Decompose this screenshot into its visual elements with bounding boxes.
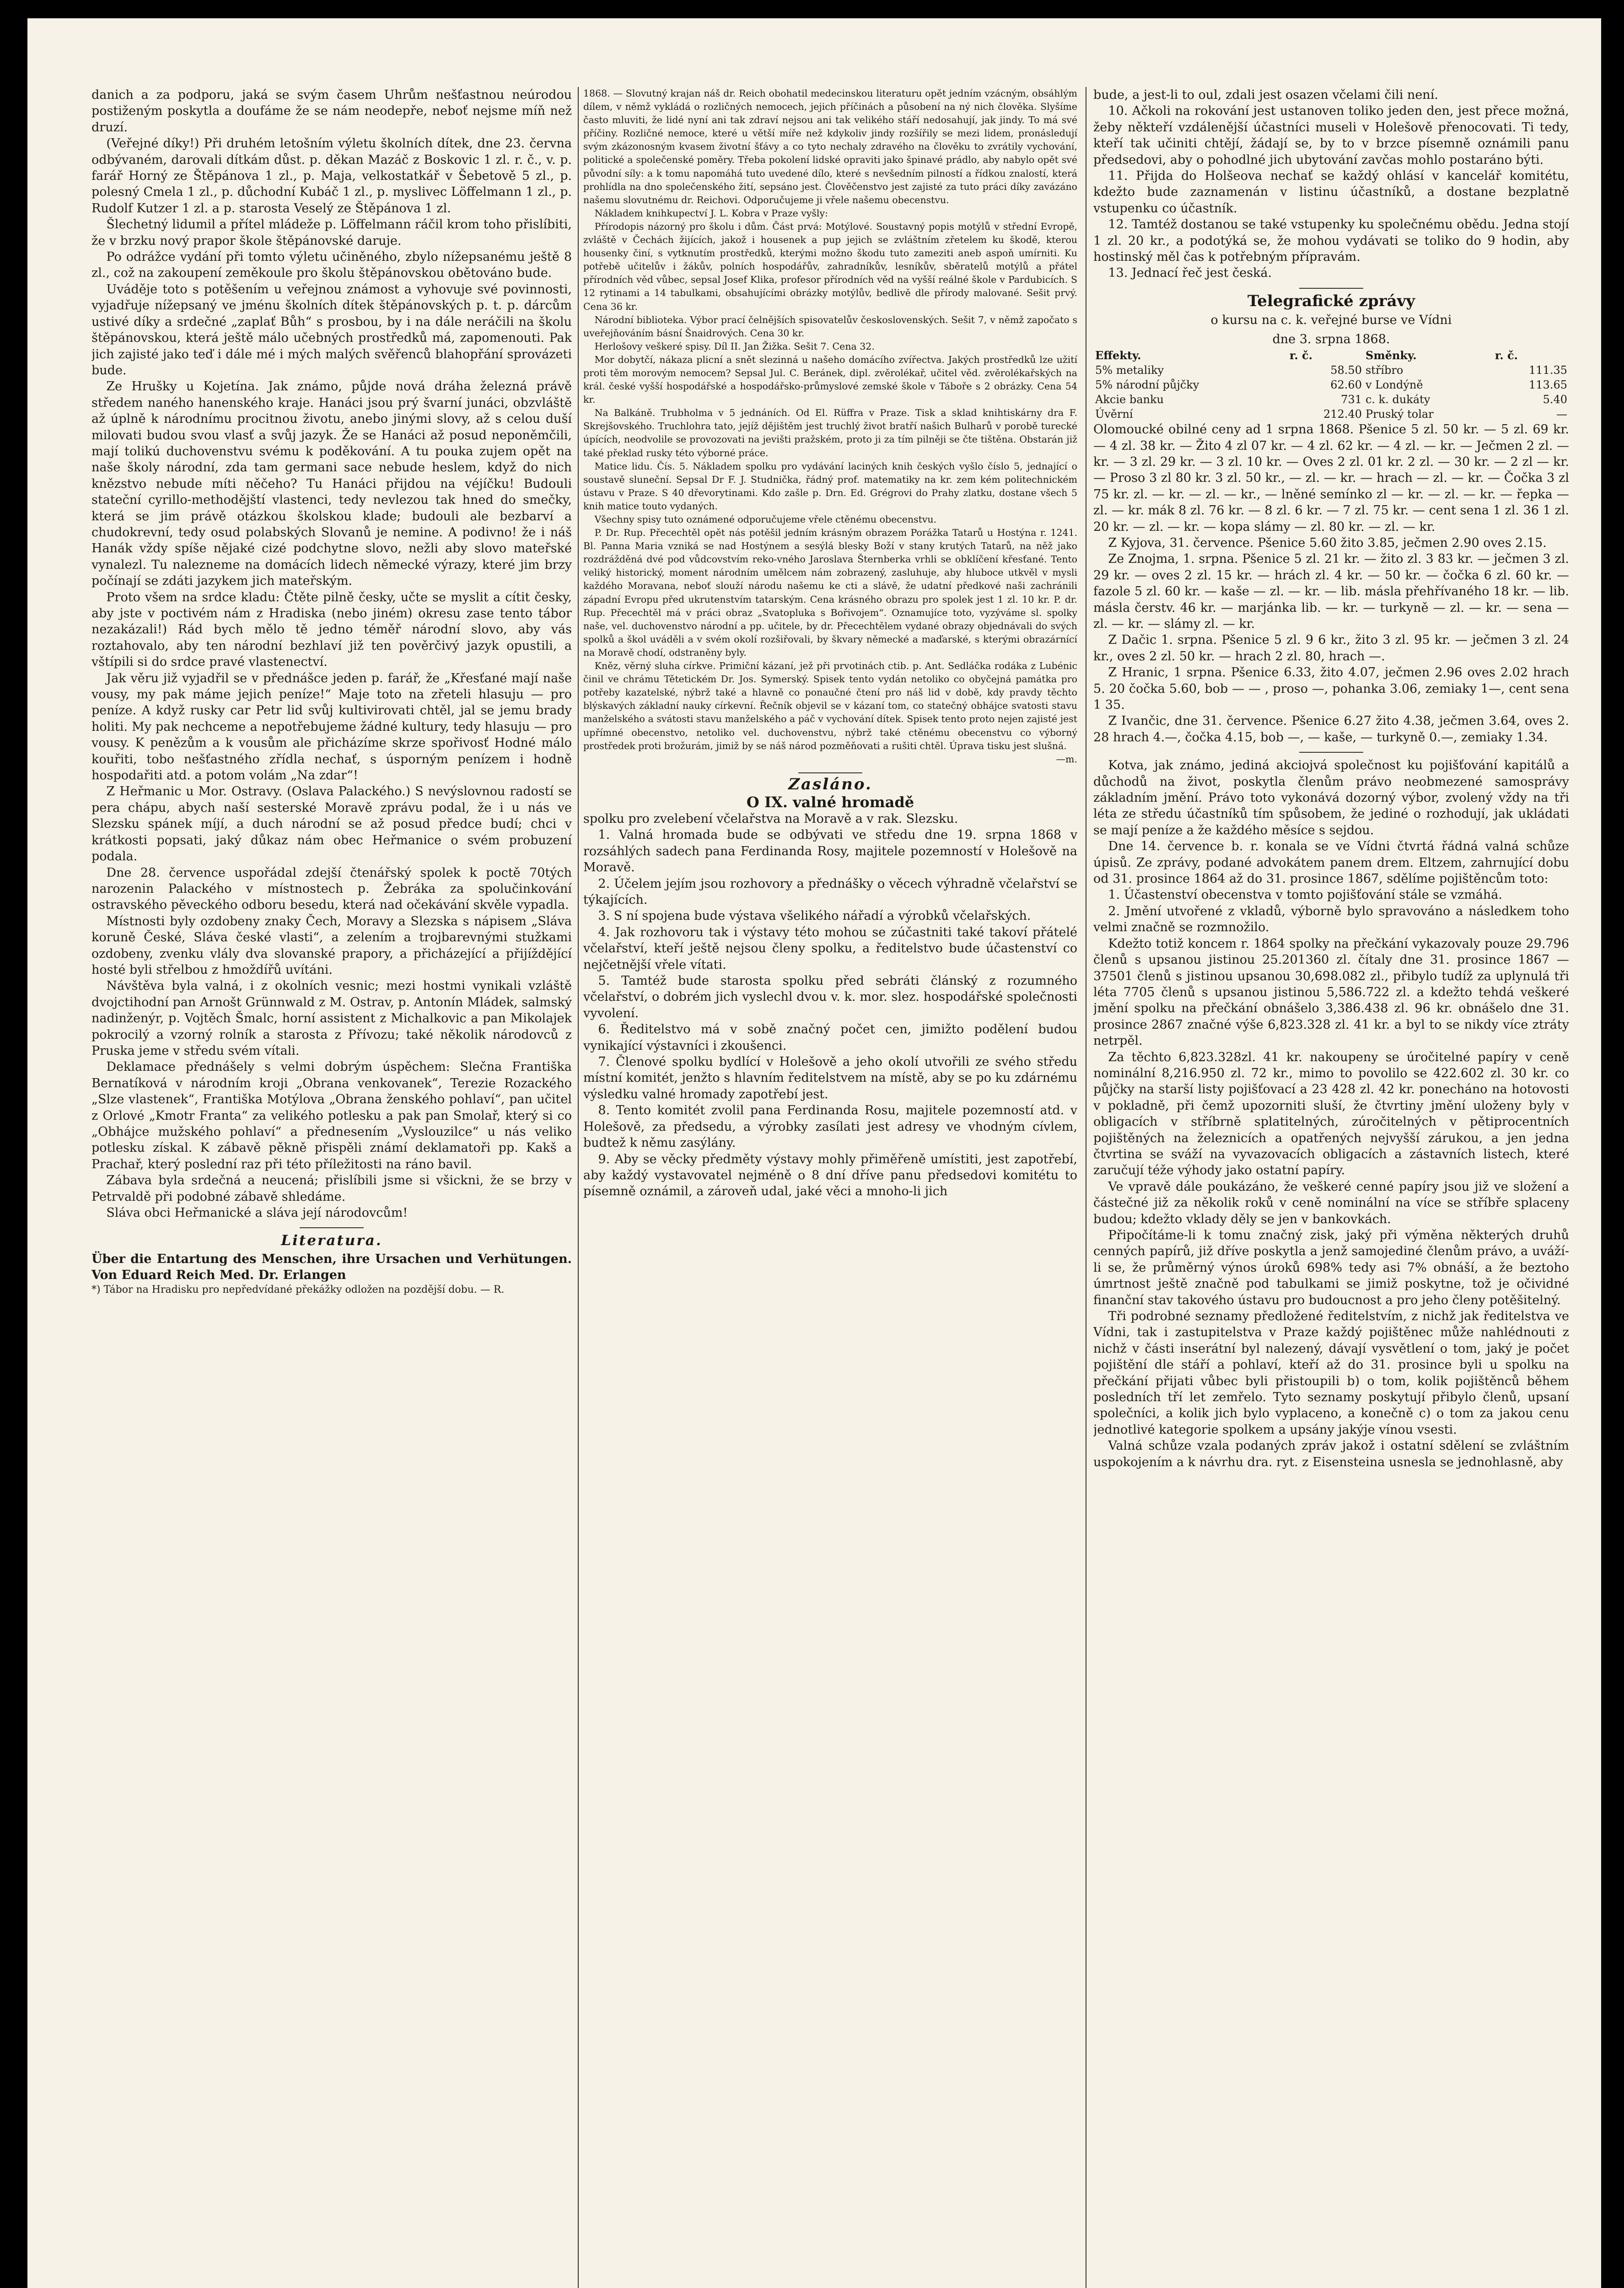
meeting-notice [583, 811, 1077, 1200]
divider [1299, 752, 1363, 753]
column-header: r. č. [1495, 349, 1518, 362]
table-row [1093, 392, 1569, 407]
signature: —m. [1056, 753, 1077, 765]
column-header: r. č. [1289, 349, 1313, 362]
paragraph: Z Hranic, 1 srpna. Pšenice 6.33, žito 4.07, ječmen 2.96 oves 2.02 hrach 5. 20 čočka 5.60, bob — — , proso —, pohanka 3.06, zemiaky 1—, cent sena 1 35. [1093, 665, 1569, 712]
column-middle [583, 87, 1077, 2288]
paragraph: Z Ivančic, dne 31. července. Pšenice 6.27 žito 4.38, ječmen 3.64, oves 2. 28 hrach 4.—, čočka 4.15, bob —, — kaše, — turkyně 0.—, zemiaky 1.34. [1093, 714, 1569, 745]
divider [300, 1227, 364, 1228]
paragraph: Na Balkáně. Trubholma v 5 jednáních. Od El. Rüffra v Praze. Tisk a sklad knihtiskárny dra F. Skrejšovského. Truchlohra tato, jejíž dějištěm jest truchlý život bratří našich Bulharů v porobě turecké úpících, neodvolile se provozovati na jevišti pražském, proto ji za tím pilněji se čte tištěna. Obstarán již také překlad rusky této výborné práce. [583, 407, 1077, 459]
paragraph: Z Kyjova, 31. července. Pšenice 5.60 žito 3.85, ječmen 2.90 oves 2.15. [1108, 535, 1547, 550]
table-cell: — [1556, 408, 1567, 421]
paragraph: Proto všem na srdce kladu: Čtěte pilně česky, učte se myslit a cítit česky, aby jste v poctivém nám z Hradiska (nebo jiném) okresu zase tento tábor nezakázali!) Rád bych mělo tě jedno téměř národní slovo, aby vás roztahovalo, aby ten národní bezhlaví již ten pověrčivý jazyk opustili, a vštípili si do srdce pravé vlastenectví. [91, 590, 572, 669]
table-cell: 62.60 [1330, 378, 1362, 392]
paragraph: Olomoucké obilné ceny ad 1 srpna 1868. Pšenice 5 zl. 50 kr. — 5 zl. 69 kr. — 4 zl. 38 kr. — Žito 4 zl 07 kr. — 4 zl. 62 kr. — 4 zl. — kr. — Ječmen 2 zl. — kr. — 3 zl. 29 kr. — 3 zl. 10 kr. — Oves 2 zl. 01 kr. 2 zl. — 30 kr. — 2 zl — kr. — Proso 3 zl 80 kr. 3 zl. 50 kr., — zl. — kr. — hrach — zl. — kr. — Čočka 3 zl 75 kr. zl. — kr. — zl. — kr., — lněné semínko zl — kr. — zl. — kr. — řepka — zl. — kr. mák 8 zl. 76 kr. — 8 zl. 6 kr. — 7 zl. 75 kr. — cent sena 1 zl. 36 1 zl. 20 kr. — zl. — kr. — kopa slámy — zl. 80 kr. — zl. — kr. [1093, 422, 1569, 534]
divider [798, 772, 862, 773]
table-cell: 58.50 [1330, 364, 1362, 377]
paragraph: Zábava byla srdečná a neucená; přislíbili jsme si všickni, že se brzy v Petrvaldě při podobné zábavě shledáme. [91, 1173, 572, 1204]
paragraph: 1868. — Slovutný krajan náš dr. Reich obohatil medecinskou literaturu opět jedním vzácným, obsáhlým dílem, v němž vykládá o rozličných nemocech, jejich příčinách a působení na ný nich člověka. Slyšíme často mluviti, že lidé nyní ani tak zdraví nejsou ani tak velikého stáří nedosahují, jak jindy. To má své příčiny. Rozličné nemoce, které u větší míře než kdykoliv jindy rozšířily se mezi lidem, pronásledují svým zkázonosným kvasem životní šťávy a co tyto nechaly zdravého na člověku to zvrátily vychování, politické a společenské poměry. Třeba pokolení lidské opraviti jako špinavé prádlo, aby nabylo opět své původní síly: a k tomu napomáhá tuto uvedené dílo, které s nevšedním pilností a řídkou znalostí, která prohlídla na dno společenského žití, sepsáno jest. Člověčenstvo jest zajisté za tuto práci díky zavázáno našemu slovutnému dr. Reichovi. Odporučujeme ji vřele našemu obecenstvu. [583, 88, 1077, 205]
paragraph: Místnosti byly ozdobeny znaky Čech, Moravy a Slezska s nápisem „Sláva koruně České, Sláva české vlasti“, a zelením a trojbarevnými stužkami ozdobeny, zvenku vlály dva slovanské prapory, a přicházející a přijíždějící hosté byli střelbou z hmoždířů uvítáni. [91, 914, 572, 977]
telegraph-date: dne 3. srpna 1868. [1272, 332, 1390, 346]
paragraph: spolku pro zvelebení včelařstva na Moravě a v rak. Slezsku. [583, 811, 958, 826]
table-cell: Úvěrní [1095, 408, 1133, 421]
list-item: 10. Ačkoli na rokování jest ustanoven toliko jeden den, jest přece možná, žeby někteří vzdálenější účastníci museli v Holešově přenocovati. Ti tedy, kteří tak učiniti chtějí, žádají se, by to v brzce písemně oznámili panu předsedovi, aby o pohodlné jich ubytování zavčas mohlo postaráno býti. [1093, 104, 1569, 167]
table-cell: c. k. dukáty [1365, 393, 1430, 406]
column-header: Směnky. [1365, 349, 1417, 362]
paragraph: bude, a jest-li to oul, zdali jest osazen včelami čili není. [1093, 88, 1438, 102]
table-cell: v Londýně [1365, 378, 1423, 392]
table-cell: 5% národní půjčky [1095, 378, 1199, 392]
paragraph: Kotva, jak známo, jediná akciojvá společnost ku pojišťování kapitálů a důchodů na život, poskytla členům právo neobmezené samosprávy základním jmění. Právo toto vykonává dozorný výbor, zvolený vždy na tři léta ze středu účastníků tím spůsobem, že jediné o rozhodují, jak ukládati se mají peníze a že každého měsíce s sejdou. [1093, 758, 1569, 837]
paragraph: (Veřejné díky!) Při druhém letošním výletu školních dítek, dne 23. června odbývaném, darovali dítkám důst. p. děkan Mazáč z Boskovic 1 zl. r. č., v. p. farář Horný ze Štěpánova 1 zl., p. Maja, velkostatkář v Šebetově 5 zl., p. polesný Cmela 1 zl., p. důchodní Kubáč 1 zl., p. myslivec Löffelmann 1 zl., p. Rudolf Kutzer 1 zl. a p. starosta Veselý ze Štěpánova 1 zl. [91, 136, 572, 216]
table-row [1093, 378, 1569, 392]
paragraph: Herlošovy veškeré spisy. Díl II. Jan Žižka. Sešit 7. Cena 32. [594, 340, 875, 352]
list-item: 9. Aby se věcky předměty výstavy mohly přiměřeně umístiti, jest zapotřebí, aby každý vystavovatel nejméně o 8 dní dříve panu předsedovi komitétu to písemně oznámil, a zároveň udal, jaké věci a mnoho-li jich [583, 1152, 1077, 1199]
paragraph: Z Dačic 1. srpna. Pšenice 5 zl. 9 6 kr., žito 3 zl. 95 kr. — ječmen 3 zl. 24 kr., oves 2 zl. 50 kr. — hrach 2 zl. 80, hrach —. [1093, 633, 1569, 664]
paragraph: Jak věru již vyjadřil se v přednášce jeden p. farář, že „Křesťané mají naše vousy, my pak máme jejich peníze!“ Maje toto na zřeteli hlasuju — pro peníze. A když rusky car Petr lid svůj kultivirovati chtěl, jal se jemu brady holiti. My pak nechceme a nepotřebujeme žádné kultury, tedy hlasuju — pro vousy. K penězům a k vousům ale přicházíme skrze spořivosť Hodné málo kouřiti, tobo nešťastného zřídla nechať, s úsporným penízem i hodně hospodařiti atd. a potom volám „Na zdar“! [91, 671, 572, 783]
section-heading-zaslano: Zasláno. [788, 775, 872, 793]
paragraph: Přírodopis názorný pro školu i dům. Část prvá: Motýlové. Soustavný popis motýlů v střední Evropě, zvláště v Čechách žijících, jakož i housenek a pup jejich se zvláštním zřetelem ku škodě, kterou housenky činí, s vytknutím prostředků, kterými možno škodu tuto zameziti aneb aspoň umírniti. Ku potřebě učitelův i žákův, polních hospodářův, zahradníkův, lesníkův, sběratelů motýlů a přátel přírodních věd vůbec, sepsal Josef Klika, profesor přírodních věd na vyšší reálné škole v Pardubicích. S 12 rytinami a 14 tabulkami, obsahujícími obrázky motýlův, bedlivě dle přírody malované. Sešit prvý. Cena 36 kr. [583, 221, 1077, 312]
paragraph: Kněz, věrný sluha církve. Primiční kázaní, jež při prvotinách ctib. p. Ant. Sedláčka rodáka z Lubénic činil ve chrámu Tětetickém Dr. Jos. Symerský. Spisek tento vydán netoliko co obyčejná památka pro potřeby kazatelské, nýbrž také a hlavně co ponaučné čtení pro náš lid v době, kdy pravdy těchto blýskavých základní nauky církevní. Řečník objevil se v kázaní tom, co statečný obhájce svatosti stavu manželského a svátosti stavu manželského a páč v vychování dítek. Spisek tento proto nejen zajisté jest upřímné obecenstvo, netoliko vel. duchovenstvu, nýbrž také ctěnému obecenstvu co výborný prostředek proti brožurám, jimiž by se náš národ pozměňovati a rušiti chtěl. Úprava tisku jest slušná. [583, 660, 1077, 751]
paragraph: Dne 14. července b. r. konala se ve Vídni čtvrtá řádná valná schůze úpisů. Ze zprávy, podané advokátem panem drem. Eltzem, zahrnující dobu od 31. prosince 1864 až do 31. prosince 1867, sdělíme pojištěncům toto: [1093, 839, 1569, 886]
paragraph: Mor dobytčí, nákaza plicní a snět slezinná u našeho domácího zvířectva. Jakých prostředků lze užití proti těm morovým nemocem? Sepsal Jul. C. Beránek, dipl. zvěrolékař, učitel věd. zvěrolékařských na král. české vyšší hospodářské a hospodářsko-průmyslové zemské škole v Táboře s 2 obrázky. Cena 54 kr. [583, 354, 1077, 405]
paragraph: Tři podrobné seznamy předložené ředitelstvím, z nichž jak ředitelstva ve Vídni, tak i zastupitelstva v Praze každý pojištěnec může nahlédnouti z nichž v části inserátní byl nalezený, dávají vysvětlení o tom, jaký je počet pojištění dle stáří a pohlaví, kteří až do 31. prosince byli u spolku na přečkání přijati vůbec byli přistoupili b) o tom, kolik pojištěnců během posledních tří let zemřelo. Tyto seznamy poskytují přibylo členů, upsaní společníci, a kolik jich bylo vyplaceno, a konečně c) o tom za jakou cenu jednotlivé kategorie spolkem a upsány jakýje vínou vsesti. [1093, 1309, 1569, 1437]
list-item: 5. Tamtéž bude starosta spolku před sebráti článský z rozumného včelařství, o dobrém jich vyslechl dvou v. k. mor. slez. hospodářské společnosti vyvolení. [583, 974, 1077, 1020]
paragraph: P. Dr. Rup. Přecechtěl opět nás potěšil jedním krásným obrazem Porážka Tatarů u Hostýna r. 1241. Bl. Panna Maria vzniká se nad Hostýnem a sesýlá blesky Boží v stany krutých Tatarů, na něž jako rozdrážděná dvé pod vůdcovstvím reko-vného Jaroslava Šternberka vrhli se obklíčení křesťané. Tento veliký historický, moment národním umělcem nám zobrazený, zasluhuje, aby hluboce utkvěl v mysli každého Moravana, neboť slouží národu našemu ke cti a slávě, že udatní předkové naši zachránili západní Evropu před ukrutenstvím tatarským. Cena krásného obrazu pro spolek jest 1 zl. 10 kr. P. dr. Rup. Přecechtěl má v práci obraz „Svatopluka s Bořivojem“. Oznamujíce toto, vyzýváme sl. spolky naše, vel. duchovenstvo národní a pp. učitele, by dr. Přecechtělem vydané obrazy objednávali do svých spolků a škol uváděli a v svém okolí rozšiřovali, by škvary německé a maďarské, s kterými obrazárnící na Moravě chodí, odstraněny byly. [583, 527, 1077, 658]
table-cell: 113.65 [1529, 378, 1567, 392]
list-item: 11. Přijda do Holšeova nechať se každý ohlásí v kancelář komitétu, kdežto bude zaznamenán v listinu účastníků, a dostane bezplatně vstupenku co účastník. [1093, 169, 1569, 216]
paragraph: Z Heřmanic u Mor. Ostravy. (Oslava Palackého.) S nevýslovnou radostí se pera chápu, abych naší sesterské Moravě zprávu podal, že i u nás ve Slezsku spánek míjí, a duch národní se až posud předce budí; chci v krátkosti popsati, jaký důkaz nám obec Heřmanice o svém probuzení podala. [91, 784, 572, 864]
table-cell: Akcie banku [1095, 393, 1164, 406]
footnote: *) Tábor na Hradisku pro nepředvídané překážky odložen na pozdější dobu. — R. [91, 1284, 505, 1295]
table-cell: Pruský tolar [1365, 408, 1434, 421]
paragraph: danich a za podporu, jaká se svým časem Uhrům nešťastnou neúrodou postiženým poskytla a doufáme že se nám neodepře, neboť nejsme míň než druzí. [91, 88, 572, 135]
section-heading-literature: Literatura. [281, 1232, 382, 1249]
telegraph-heading: Telegrafické zprávy [1247, 291, 1415, 310]
paragraph: Za těchto 6,823.328zl. 41 kr. nakoupeny se úročitelné papíry v ceně nominální 8,216.950 zl. 72 kr., mimo to povolilo se 422.602 zl. 30 kr. co půjčky na starší listy pojišťovací a 23 428 zl. 42 kr. ponecháno na hotovosti v pokladně, při čemž upozorniti sluší, že čtvrtiny jmění uloženy byly v obligacích v stříbrně splatitelných, zúročitelných v pětiprocentních pojištěných na železnicích a opatřených nejvyšší zárukou, a jen jedna čtvrtina se sváží na vyvazovacích obligacích a zástavních listech, které zaručují téže výhody jako ostatní papíry. [1093, 1050, 1569, 1178]
paragraph: Deklamace přednášely s velmi dobrým úspěchem: Slečna Františka Bernatíková v národním kroji „Obrana venkovanek“, Terezie Rozackého „Slze vlastenek“, Františka Motýlova „Obrana ženského pohlaví“, pan učitel z Orlové „Kmotr Franta“ za velikého potlesku a pak pan Smolař, který si co „Obhájce mužského pohlaví“ a přednesením „Vyslouzilce“ u nás veliko potlesku získal. K zábavě pěkně přispěli známí deklamatoři pp. Kakš a Prachař, který poslední raz při této příležitosti na ráno bavil. [91, 1060, 572, 1171]
paragraph: Dne 28. července uspořádal zdejší čtenářský spolek k poctě 70tých narozenin Palackého v místnostech p. Žebráka za spolučinkování ostravského pěveckého odboru besedu, která nad očekávání skvěle vypadla. [91, 865, 572, 912]
paragraph: Šlechetný lidumil a přítel mládeže p. Löffelmann ráčil krom toho přislíbiti, že v brzku nový prapor škole štěpánovské daruje. [91, 217, 572, 248]
table-cell: 5.40 [1543, 393, 1567, 406]
column-left [91, 87, 572, 2288]
list-item: 4. Jak rozhovoru tak i výstavy této mohou se zúčastniti také takoví přátelé včelařství, kteří ještě nejsou členy spolku, a ředitelstvo bude účastenství co nejčetnější vřele vítati. [583, 925, 1077, 972]
telegraph-subheading: o kursu na c. k. veřejné burse ve Vídni [1210, 313, 1452, 328]
list-item: 8. Tento komitét zvolil pana Ferdinanda Rosu, majitele pozemností atd. v Holešově, za předsedu, a výrobky zasílati jest adresy ve vhodným cívlem, budtež k němu zasýlány. [583, 1103, 1077, 1150]
paragraph: Připočítáme-li k tomu značný zisk, jaký při výměna některých druhů cenných papírů, již dříve poskytla a jenž samojediné členům právo, a uváží-li se, že průměrný výnos úroků 698% tedy asi 7% obnáší, a že beztoho úmrtnost ještě značně pod tabulkami se jimiž poskytne, tož je očividné finanční stav takového ústavu pro budoucnost a pro jeho členy potěšitelný. [1093, 1228, 1569, 1307]
paragraph: Všechny spisy tuto oznámené odporučujeme vřele ctěnému obecenstvu. [594, 514, 937, 525]
table-cell: 111.35 [1529, 364, 1567, 377]
paragraph: Po odrážce vydání při tomto výletu učiněného, zbylo nížepsanému ještě 8 zl., což na zakoupení zeměkoule pro školu štěpánovskou obětováno bude. [91, 250, 572, 281]
list-item: 3. S ní spojena bude výstava všelikého nářadí a výrobků včelařských. [598, 909, 1031, 923]
list-item: 12. Tamtéž dostanou se také vstupenky ku společnému obědu. Jedna stojí 1 zl. 20 kr., a podotýká se, že mohou vydávati se toliko do 9 hodin, aby hostinský měl čas k potřebným přípravám. [1093, 217, 1569, 264]
paragraph: Ze Znojma, 1. srpna. Pšenice 5 zl. 21 kr. — žito zl. 3 83 kr. — ječmen 3 zl. 29 kr. — oves 2 zl. 15 kr. — hrách zl. 4 kr. — 50 kr. — čočka 6 zl. 60 kr. — fazole 5 zl. 60 kr. — kaše — zl. — kr. — lib. másla přehřívaného 18 kr. — lib. másla čerstv. 46 kr. — marjánka lib. — kr. — turkyně — zl. — kr. — sena — zl. — kr. — slámy zl. — kr. [1093, 552, 1569, 631]
paragraph: 2. Jmění utvořené z vkladů, výborně bylo spravováno a následkem toho velmi značně se rozmnožilo. [1093, 904, 1569, 935]
paragraph: Nákladem knihkupectví J. L. Kobra v Praze vyšly: [594, 207, 828, 219]
table-cell: 731 [1341, 393, 1362, 406]
paragraph: Matice lidu. Čís. 5. Nákladem spolku pro vydávání laciných knih českých vyšlo číslo 5, jednající o soustavě sluneční. Sepsal Dr F. J. Studnička, řádný prof. matematiky na kr. zem kém politechnickém ústavu v Praze. S 40 dřevorytinami. Kdo zašle p. Drn. Ed. Grégrovi do Prahy zlatku, dostane všech 5 knih matice touto vydaných. [583, 460, 1077, 512]
paragraph: Ze Hrušky u Kojetína. Jak známo, půjde nová dráha železná právě středem naného hanenského kraje. Hanáci jsou prý švarní junáci, obzvláště až úplně k národnímu procitnou životu, anebo jinými slovy, až s celou duší milovati budou svou vlasť a svůj jazyk. Že se Hanáci až posud neponěmčili, mají tolikú duchovenstvu svému k poděkování. A tu pouka zujem opět na naše školy národní, zda tam germani sace nebude heslem, když do nich knězstvo nebude míti něčeho? Tu Hanáci přijdou na véjíčku! Budouli stateční cyrillo-methodějští vlastenci, tedy nevlezou tak hned do smečky, která se jim právě otázkou školskou klade; budouli ale bezbarví a chudokrevní, tedy osud polabských Slovanů je nemine. A podivno! že i náš Hanák vždy spíše nějaké cizé podchytne slovo, nežli aby slovo mateřské vynalezl. Tu nalezneme na domácích lidech německé výrazy, které jim brzy počínají se zdáti jazykem jich mateřským. [91, 379, 572, 588]
table-cell: 5% metaliky [1095, 364, 1164, 377]
paragraph: Ve vpravě dále poukázáno, že veškeré cenné papíry jsou již ve složení a částečné již za několik roků v ceně nominální na více se stříbře splaceny budou; kdežto vklady děly se jen v bankovkách. [1093, 1179, 1569, 1226]
book-review-title: Über die Entartung des Menschen, ihre Ursachen und Verhütungen. Von Eduard Reich Med. Dr. Erlangen [91, 1252, 572, 1283]
paragraph: 1. Účastenství obecenstva v tomto pojišťování stále se vzmáhá. [1108, 888, 1502, 902]
paragraph: Valná schůze vzala podaných zpráv jakož i ostatní sdělení se zvláštním uspokojením a k návrhu dra. ryt. z Eisensteina usnesla se jednohlasně, aby [1093, 1439, 1569, 1469]
list-item: 7. Členové spolku bydlící v Holešově a jeho okolí utvořili ze svého středu místní komitét, jenžto s hlavním ředitelstvem na místě, aby se po ku zdárnému výsledku valné hromady zapotřebí jest. [583, 1055, 1077, 1101]
divider [1299, 288, 1363, 289]
paragraph: Sláva obci Heřmanické a sláva její národovcům! [106, 1206, 408, 1220]
table-cell: stříbro [1365, 364, 1404, 377]
meeting-heading: O IX. valné hromadě [746, 793, 914, 811]
list-item: 6. Ředitelstvo má v sobě značný počet cen, jimižto podělení budou vynikající výstavníci i zkoušenci. [583, 1022, 1077, 1053]
column-rule [578, 87, 579, 2288]
paragraph: Národní biblioteka. Výbor prací čelnějších spisovatelův československých. Sešit 7, v němž započato s uveřejňováním básní Šnaidrových. Cena 30 kr. [583, 314, 1077, 339]
table-row [1093, 363, 1569, 378]
paragraph: Návštěva byla valná, i z okolních vesnic; mezi hostmi vynikali vzláště dvojctihodní pan Arnošt Grünnwald z M. Ostrav, p. Antonín Mládek, salmský nadinženýr, p. Vojtěch Šmalc, horní assistent z Michalkovic a pan Mikolajek pokrocilý a vzorný rolník a starosta z Přívozu; také několik národovců z Pruska jeme v středu svém vítali. [91, 979, 572, 1058]
list-item: 1. Valná hromada bude se odbývati ve středu dne 19. srpna 1868 v rozsáhlých sadech pana Ferdinanda Rosy, majitele pozemností v Holešově na Moravě. [583, 828, 1077, 875]
paragraph: Uváděje toto s potěšením u veřejnou známost a vyhovuje své povinnosti, vyjadřuje nížepsaný ve jménu školních dítek štěpánovských p. t. p. dárcům ustivé díky a srdečné „zaplať Bůh“ s prosbou, by i na dále neráčili na školu štěpánovskou, která ještě málo učebných prostředků má, zapomenouti. Pak jich zajisté jako teď i dále mé i mých malých svěřenců blahopřání sprovázeti bude. [91, 282, 572, 378]
newspaper-page [27, 18, 1601, 2288]
column-header: Effekty. [1095, 349, 1141, 362]
table-row [1093, 407, 1569, 421]
list-item: 2. Účelem jejím jsou rozhovory a přednášky o věcech výhradně včelařství se týkajících. [583, 876, 1077, 907]
exchange-table [1093, 348, 1569, 421]
list-item: 13. Jednací řeč jest česká. [1108, 266, 1272, 281]
paragraph: Kdežto totiž koncem r. 1864 spolky na přečkání vykazovaly pouze 29.796 členů s upsanou jistinou 25.201360 zl. čítaly dne 31. prosince 1867 —37501 členů s jistinou upsanou 30,698.082 zl., přibylo tudíž za uplynulá tři léta 7705 členů s upsanou jistinou 5,586.722 zl. a kdežto tehdá veškeré jmění spolku na přečkání obnášelo 3,386.438 zl. 96 kr. obnášelo dne 31. prosince 2867 značné výše 6,823.328 zl. 41 kr. a byl to se nikdy více ztráty netrpěl. [1093, 936, 1569, 1048]
column-right [1093, 87, 1569, 2288]
table-header-row [1093, 348, 1569, 363]
table-cell: 212.40 [1323, 408, 1362, 421]
